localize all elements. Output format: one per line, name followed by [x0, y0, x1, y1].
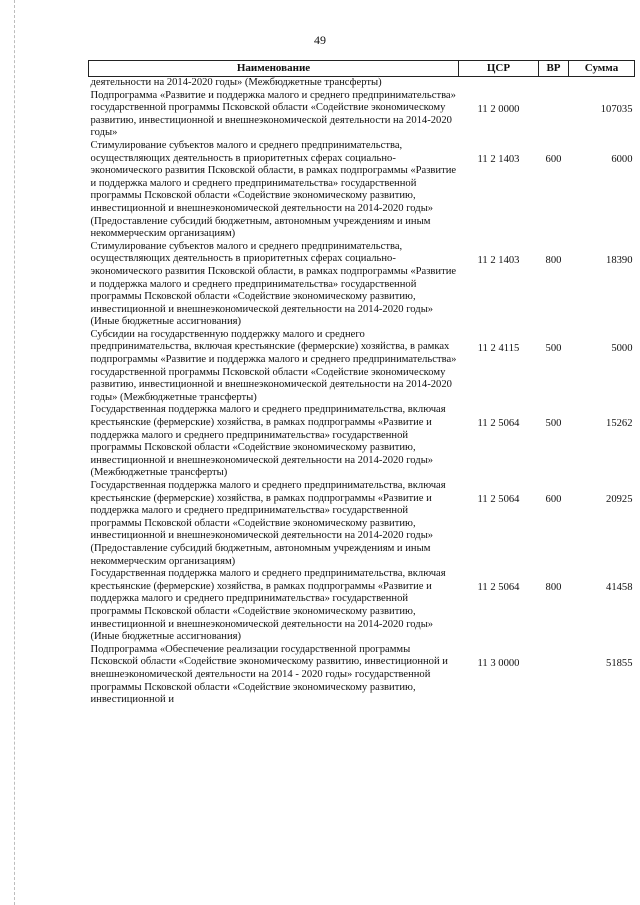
row-csr: 11 2 5064: [477, 418, 520, 430]
table-row: [89, 480, 635, 568]
row-name: Стимулирование субъектов малого и среднего предпринимательства, осуществляющих деятельность в приоритетных сферах социально-экономического развития Псковской области, в рамках подпрограммы «Развитие и поддержка малого и среднего предпринимательства» государственной программы Псковской области «Содействие экономическому развитию, инвестиционной и внешнеэкономической деятельности на 2014-2020 годы» (Предоставление субсидий бюджетным, автономным учреждениям и иным некоммерческим организациям): [90, 139, 457, 240]
row-vr: [539, 77, 569, 90]
table-row: [89, 77, 635, 90]
row-sum: 51855: [606, 657, 633, 669]
row-vr: 800: [545, 254, 562, 266]
row-sum: 107035: [600, 103, 633, 115]
table-row: [89, 568, 635, 644]
scan-edge-line: [14, 0, 15, 905]
table-row: [89, 140, 635, 241]
row-sum: 20925: [606, 494, 633, 505]
row-vr: [539, 644, 569, 707]
table-row: [89, 329, 635, 405]
row-sum: 41458: [606, 582, 633, 594]
table-body: [89, 77, 635, 707]
row-vr: 500: [545, 418, 562, 430]
budget-table: [88, 60, 635, 707]
row-csr: 11 3 0000: [477, 657, 520, 669]
column-header-vr: ВР: [539, 61, 569, 77]
row-name: Подпрограмма «Развитие и поддержка малого и среднего предпринимательства» государственной программы Псковской области «Содействие экономическому развитию, инвестиционной и внешнеэкономической деятельности на 2014-2020 годы»: [90, 89, 456, 139]
row-vr: [539, 90, 569, 140]
row-csr: 11 2 5064: [477, 494, 520, 505]
table-row: [89, 241, 635, 329]
row-name: Подпрограмма «Обеспечение реализации государственной программы Псковской области «Содействие экономическому развитию, инвестиционной и внешнеэкономической деятельности на 2014 - 2020 годы» государственной программы Псковской области «Содействие экономическому развитию, инвестиционной и: [90, 643, 448, 706]
row-sum: 5000: [611, 342, 633, 354]
row-name: Государственная поддержка малого и среднего предпринимательства, включая крестьянские (фермерские) хозяйства, в рамках подпрограммы «Развитие и поддержка малого и среднего предпринимательства» государственной программы Псковской области «Содействие экономическому развитию, инвестиционной и внешнеэкономической деятельности на 2014-2020 годы» (Межбюджетные трансферты): [90, 404, 446, 479]
column-header-name: Наименование: [89, 61, 459, 77]
table-row: [89, 90, 635, 140]
row-sum: 15262: [606, 418, 633, 430]
row-vr: 600: [545, 153, 562, 165]
row-vr: 500: [545, 342, 562, 354]
row-csr: 11 2 5064: [477, 582, 520, 594]
column-header-sum: Сумма: [569, 61, 635, 77]
table-row: [89, 404, 635, 480]
row-csr: [459, 77, 539, 90]
page-number: 49: [314, 33, 326, 47]
row-csr: 11 2 1403: [477, 153, 520, 165]
row-name: Государственная поддержка малого и среднего предпринимательства, включая крестьянские (фермерские) хозяйства, в рамках подпрограммы «Развитие и поддержка малого и среднего предпринимательства» государственной программы Псковской области «Содействие экономическому развитию, инвестиционной и внешнеэкономической деятельности на 2014-2020 годы» (Иные бюджетные ассигнования): [90, 568, 446, 643]
row-name: Стимулирование субъектов малого и среднего предпринимательства, осуществляющих деятельность в приоритетных сферах социально-экономического развития Псковской области, в рамках подпрограммы «Развитие и поддержка малого и среднего предпринимательства» государственной программы Псковской области «Содействие экономическому развитию, инвестиционной и внешнеэкономической деятельности на 2014-2020 годы» (Иные бюджетные ассигнования): [90, 240, 457, 328]
table-row: [89, 644, 635, 707]
row-sum: 6000: [611, 153, 633, 165]
row-vr: 800: [545, 582, 562, 594]
column-header-csr: ЦСР: [459, 61, 539, 77]
row-sum: [569, 77, 635, 90]
table-header: [89, 61, 635, 77]
row-vr: 600: [545, 494, 562, 505]
row-name: Государственная поддержка малого и среднего предпринимательства, включая крестьянские (фермерские) хозяйства, в рамках подпрограммы «Развитие и поддержка малого и среднего предпринимательства» государственной программы Псковской области «Содействие экономическому развитию, инвестиционной и внешнеэкономической деятельности на 2014-2020 годы» (Предоставление субсидий бюджетным, автономным учреждениям и иным некоммерческим организациям): [90, 480, 446, 567]
row-csr: 11 2 4115: [477, 342, 520, 354]
row-csr: 11 2 0000: [477, 103, 520, 115]
header-row: [89, 61, 635, 77]
row-name: деятельности на 2014-2020 годы» (Межбюджетные трансферты): [90, 77, 382, 88]
row-csr: 11 2 1403: [477, 254, 520, 266]
row-name: Субсидии на государственную поддержку малого и среднего предпринимательства, включая крестьянские (фермерские) хозяйства, в рамках подпрограммы «Развитие и поддержка малого и среднего предпринимательства» государственной программы Псковской области «Содействие экономическому развитию, инвестиционной и внешнеэкономической деятельности на 2014-2020 годы» (Межбюджетные трансферты): [90, 328, 457, 403]
row-sum: 18390: [606, 254, 633, 266]
